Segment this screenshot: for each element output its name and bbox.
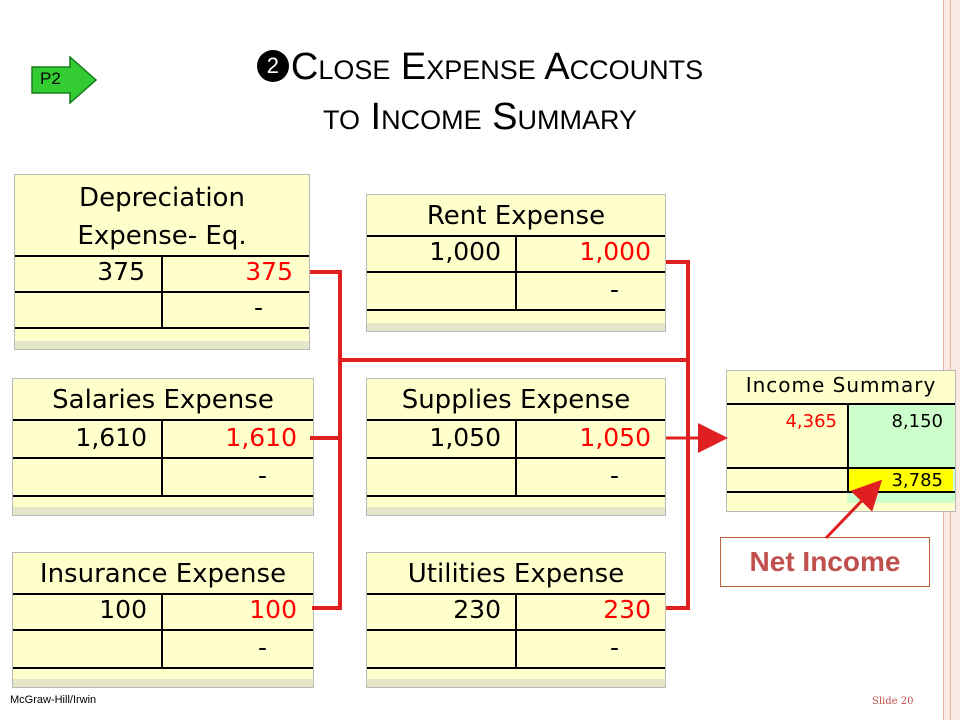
account-title-line-1: Depreciation [79,183,245,213]
balance-amount: - [609,461,619,490]
debit-amount: 1,610 [75,423,147,452]
debit-amount: 4,365 [785,411,837,432]
net-income-callout: Net Income [720,537,930,587]
credit-amount: 230 [603,595,651,624]
debit-amount: 230 [453,595,501,624]
account-title: Supplies Expense [401,385,631,415]
publisher: McGraw-Hill/Irwin [10,694,97,706]
title-line-2: to Income Summary [322,96,638,138]
credit-amount: 8,150 [891,411,943,432]
balance-amount: - [609,275,619,304]
balance-amount: - [257,633,267,662]
slide-number: Slide 20 [872,696,914,707]
connector-right [666,262,688,608]
account-title: Utilities Expense [407,559,625,589]
account-title: Rent Expense [426,201,606,231]
credit-amount: 1,050 [579,423,651,452]
balance-amount: - [257,461,267,490]
balance-amount: - [253,293,263,322]
arrow-to-net-income-icon [826,484,878,538]
balance-amount: - [609,633,619,662]
account-title: Salaries Expense [52,385,274,415]
debit-amount: 375 [97,257,145,286]
title-line-1-text: Close Expense Accounts [290,46,704,88]
account-title-line-2: Expense- Eq. [77,221,247,251]
credit-amount: 100 [249,595,297,624]
debit-amount: 1,000 [429,237,501,266]
number-bullet-icon: 2 [257,50,289,82]
debit-amount: 1,050 [429,423,501,452]
credit-amount: 1,000 [579,237,651,266]
badge-label: P2 [40,69,61,88]
account-title: Insurance Expense [39,559,287,589]
credit-amount: 1,610 [225,423,297,452]
account-title: Income Summary [745,373,937,397]
balance-amount: 3,785 [891,470,943,491]
credit-amount: 375 [245,257,293,286]
debit-amount: 100 [99,595,147,624]
